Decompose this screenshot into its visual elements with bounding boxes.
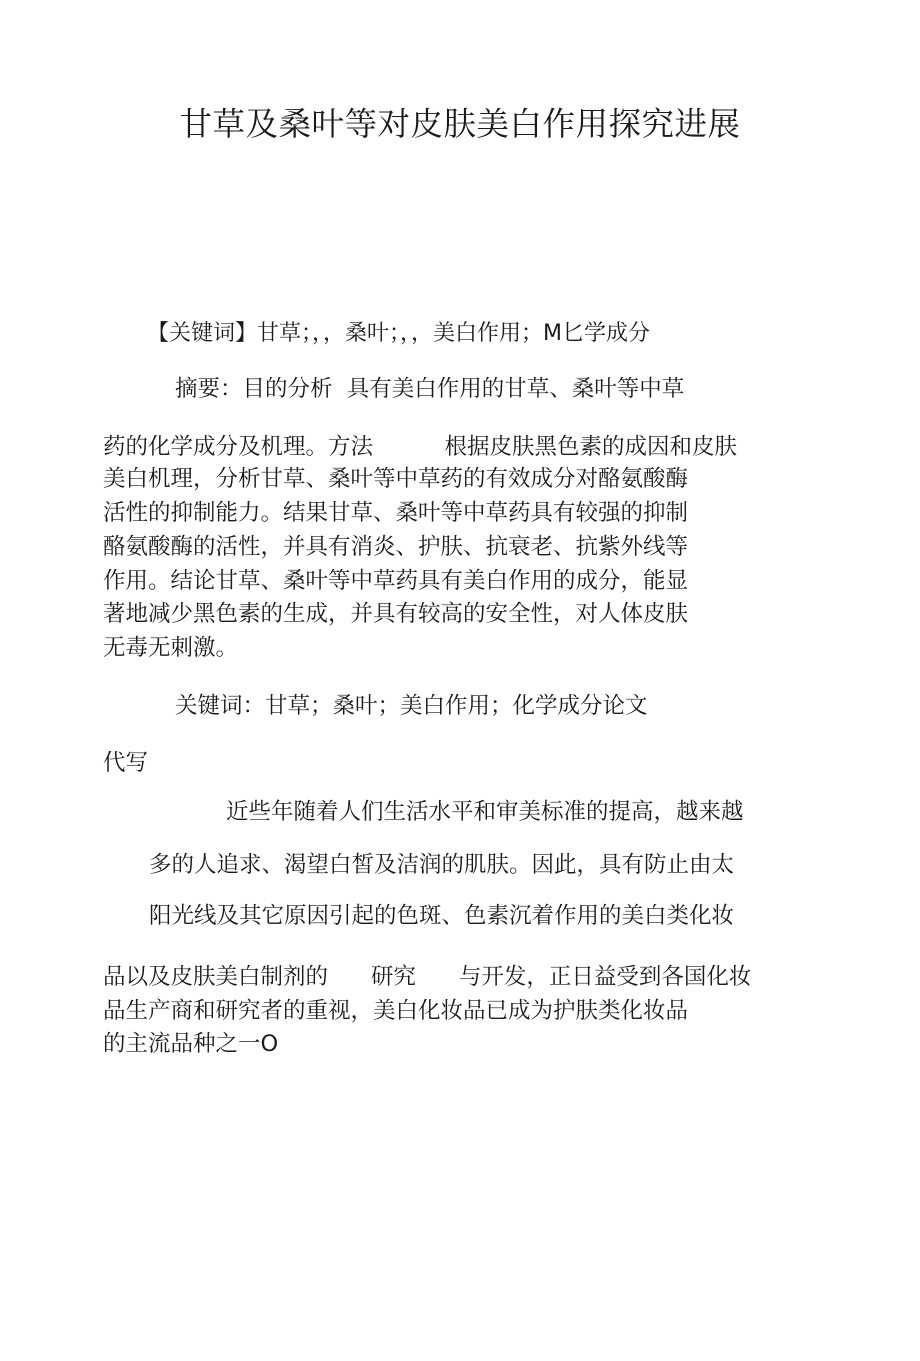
abstract-line: 药的化学成分及机理。方法 根据皮肤黑色素的成因和皮肤 — [103, 434, 738, 460]
abstract-line: 酪氨酸酶的活性，并具有消炎、护肤、抗衰老、抗紫外线等 — [103, 534, 689, 560]
body-line: 阳光线及其它原因引起的色斑、色素沉着作用的美白类化妆 — [149, 903, 735, 929]
abstract-line: 活性的抑制能力。结果甘草、桑叶等中草药具有较强的抑制 — [103, 500, 689, 526]
keywords-line: 关键词：甘草；桑叶；美白作用；化学成分论文 — [175, 693, 648, 719]
abstract-line: 无毒无刺激。 — [103, 635, 239, 661]
abstract-line: 著地减少黑色素的生成，并具有较高的安全性，对人体皮肤 — [103, 601, 689, 627]
abstract-line: 摘要：目的分析 具有美白作用的甘草、桑叶等中草 — [175, 376, 685, 402]
body-line: 多的人追求、渴望白皙及洁润的肌肤。因此，具有防止由太 — [149, 852, 735, 878]
document-title: 甘草及桑叶等对皮肤美白作用探究进展 — [179, 105, 741, 143]
abstract-line: 美白机理，分析甘草、桑叶等中草药的有效成分对酪氨酸酶 — [103, 466, 689, 492]
body-line: 近些年随着人们生活水平和审美标准的提高，越来越 — [226, 799, 744, 825]
abstract-line: 作用。结论甘草、桑叶等中草药具有美白作用的成分，能显 — [103, 568, 689, 594]
keywords-line: 代写 — [103, 750, 149, 776]
body-line: 品以及皮肤美白制剂的 研究 与开发，正日益受到各国化妆 — [103, 964, 752, 990]
keywords-header: 【关键词】甘草；，，桑叶；，，美白作用；M匕学成分 — [147, 321, 650, 346]
body-line: 的主流品种之一O — [103, 1031, 279, 1057]
body-line: 品生产商和研究者的重视，美白化妆品已成为护肤类化妆品 — [103, 998, 689, 1024]
